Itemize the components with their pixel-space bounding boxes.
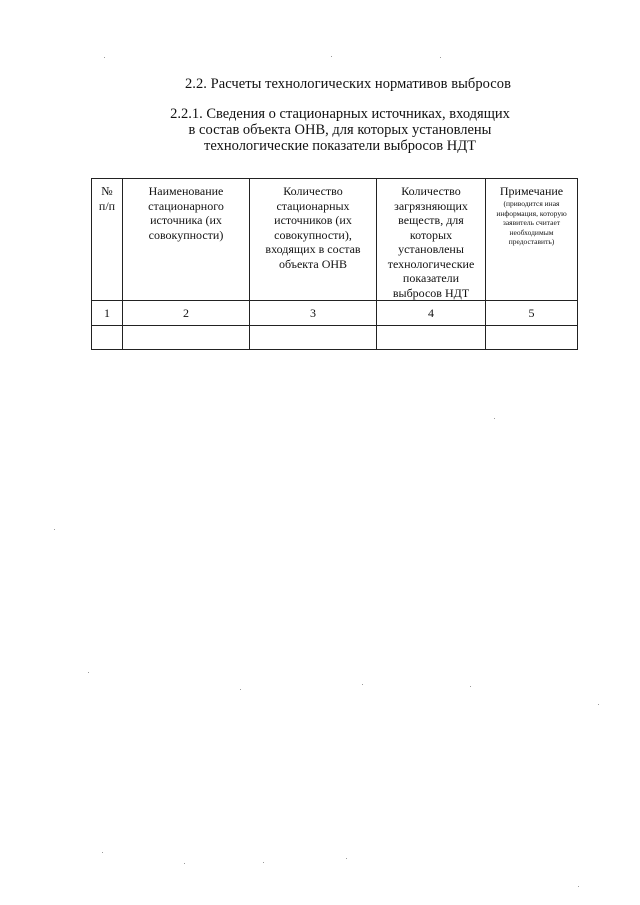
- table-cell: [250, 326, 377, 350]
- header-note-label: Примечание: [499, 184, 564, 198]
- scan-speck: [362, 684, 363, 685]
- table-cell: 5: [486, 301, 578, 326]
- table-cell: 1: [92, 301, 123, 326]
- scan-speck: [54, 529, 55, 530]
- table-cell: [486, 326, 578, 350]
- sources-table: [91, 178, 578, 350]
- table-cell: 2: [123, 301, 250, 326]
- column-number-row: [92, 301, 578, 326]
- header-pollutant-count-label: Количество загрязняющих веществ, для которых установлены технологические показатели выбросов НДТ: [387, 184, 475, 300]
- scan-speck: [578, 886, 579, 887]
- header-note-subtext: (приводится иная информация, которую заявитель считает необходимым предоставить): [496, 199, 567, 246]
- scan-speck: [102, 852, 103, 853]
- header-source-name-label: Наименование стационарного источника (их совокупности): [148, 184, 224, 242]
- header-number: [92, 179, 123, 301]
- scan-speck: [346, 858, 347, 859]
- header-pollutant-count: [377, 179, 486, 301]
- subsection-title-line-1: 2.2.1. Сведения о стационарных источниках, входящих: [170, 106, 510, 122]
- scan-speck: [440, 57, 441, 58]
- scan-speck: [470, 686, 471, 687]
- scan-speck: [331, 56, 332, 57]
- scan-speck: [598, 704, 599, 705]
- scan-speck: [263, 862, 264, 863]
- table-header-row: [92, 179, 578, 301]
- table-cell: [123, 326, 250, 350]
- header-source-count-label: Количество стационарных источников (их совокупности), входящих в состав объекта ОНВ: [265, 184, 361, 271]
- subsection-title-line-3: технологические показатели выбросов НДТ: [204, 138, 476, 154]
- scan-speck: [240, 689, 241, 690]
- subsection-title: [150, 106, 530, 154]
- scan-speck: [88, 672, 89, 673]
- subsection-title-line-2: в состав объекта ОНВ, для которых установлены: [188, 122, 492, 138]
- section-title: 2.2. Расчеты технологических нормативов выбросов: [184, 76, 511, 92]
- scan-speck: [104, 57, 105, 58]
- header-note: [486, 179, 578, 301]
- scan-speck: [184, 863, 185, 864]
- header-source-name: [123, 179, 250, 301]
- table-cell: 3: [250, 301, 377, 326]
- table-cell: [377, 326, 486, 350]
- header-number-label: № п/п: [98, 184, 116, 213]
- table-cell: [92, 326, 123, 350]
- header-source-count: [250, 179, 377, 301]
- table-cell: 4: [377, 301, 486, 326]
- scan-speck: [494, 418, 495, 419]
- table-row: [92, 326, 578, 350]
